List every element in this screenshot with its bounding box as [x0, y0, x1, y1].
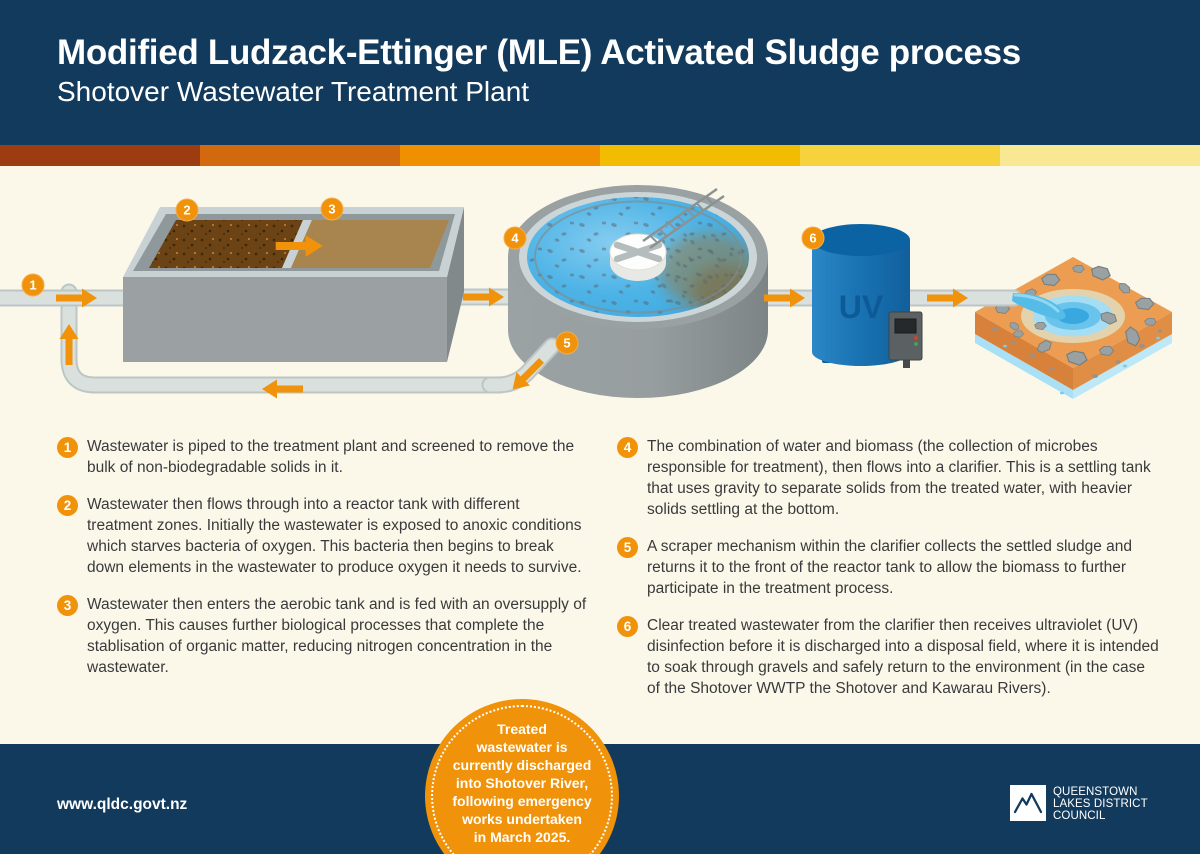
mountain-icon	[1010, 785, 1046, 821]
badge-line: in March 2025.	[473, 829, 571, 845]
clarifier	[508, 185, 773, 398]
scraper-mechanism	[610, 234, 666, 281]
badge-line: following emergency	[452, 793, 592, 809]
step-number-badge: 4	[617, 437, 638, 458]
page-title: Modified Ludzack-Ettinger (MLE) Activated Sludge process	[57, 33, 1021, 72]
infographic-body	[0, 166, 1200, 744]
marker-5	[556, 332, 578, 354]
svg-text:4: 4	[511, 230, 519, 246]
step-text: Wastewater then enters the aerobic tank and is fed with an oversupply of oxygen. This causes further biological processes that complete the stablisation of organic matter, reducing nitrogen concentration in the wastewater.	[87, 596, 587, 676]
step-item-4	[617, 436, 1162, 520]
svg-text:3: 3	[328, 201, 336, 217]
badge-line: into Shotover River,	[455, 775, 589, 791]
step-item-3	[57, 594, 597, 678]
marker-1	[22, 274, 44, 296]
step-text: The combination of water and biomass (the collection of microbes responsible for treatment), then flows into a clarifier. This is a settling tank that uses gravity to separate solids from the treated water, with heavier solids settling at the bottom.	[647, 438, 1151, 518]
step-number-badge: 5	[617, 537, 638, 558]
step-item-6	[617, 615, 1162, 699]
stripe-segment-4	[600, 145, 800, 166]
badge-line: currently discharged	[452, 757, 592, 773]
steps-column-right	[617, 436, 1162, 715]
step-text: Clear treated wastewater from the clarifier then receives ultraviolet (UV) disinfection before it is discharged into a disposal field, where it is intended to soak through gravels and safely return to the environment (in the case of the Shotover WWTP the Shotover and Kawarau Rivers).	[647, 617, 1159, 697]
marker-3	[321, 198, 343, 220]
svg-text:1: 1	[29, 277, 37, 293]
uv-label: UV	[838, 289, 884, 325]
color-stripe	[0, 145, 1200, 166]
step-text: Wastewater then flows through into a reactor tank with different treatment zones. Initially the wastewater is exposed to anoxic conditions which starves bacteria of oxygen. This bacteria then begins to break down elements in the wastewater to produce oxygen it needs to survive.	[87, 496, 582, 576]
marker-2	[176, 199, 198, 221]
stripe-segment-5	[800, 145, 1000, 166]
uv-disinfection-unit	[812, 224, 922, 368]
badge-line: wastewater is	[476, 739, 568, 755]
step-text: A scraper mechanism within the clarifier collects the settled sludge and returns it to the front of the reactor tank to allow the biomass to further participate in the treatment process.	[647, 538, 1133, 597]
svg-text:6: 6	[809, 230, 817, 246]
badge-line: works undertaken	[462, 811, 582, 827]
logo-text	[1053, 785, 1148, 822]
step-text: Wastewater is piped to the treatment plant and screened to remove the bulk of non-biodegradable solids in it.	[87, 438, 575, 476]
process-diagram	[0, 166, 1200, 430]
step-item-1	[57, 436, 597, 478]
step-item-2	[57, 494, 597, 578]
info-badge	[425, 699, 619, 854]
steps-column-left	[57, 436, 597, 694]
qldc-logo	[1010, 785, 1148, 822]
step-number-badge: 3	[57, 595, 78, 616]
page-subtitle: Shotover Wastewater Treatment Plant	[57, 76, 530, 107]
stripe-segment-3	[400, 145, 600, 166]
marker-4	[504, 227, 526, 249]
badge-line: Treated	[497, 721, 547, 737]
logo-line: LAKES DISTRICT	[1053, 797, 1148, 810]
info-badge-text	[425, 699, 619, 846]
svg-text:2: 2	[183, 202, 191, 218]
stripe-segment-2	[200, 145, 400, 166]
logo-line: QUEENSTOWN	[1053, 786, 1138, 798]
step-item-5	[617, 536, 1162, 599]
website-url: www.qldc.govt.nz	[57, 796, 188, 813]
logo-line: COUNCIL	[1053, 809, 1106, 822]
svg-text:5: 5	[563, 335, 571, 351]
reactor-tank	[123, 207, 464, 362]
stripe-segment-1	[0, 145, 200, 166]
step-number-badge: 6	[617, 616, 638, 637]
header	[0, 0, 1200, 145]
control-panel	[889, 312, 922, 368]
disposal-field	[975, 257, 1172, 399]
marker-6	[802, 227, 824, 249]
stripe-segment-6	[1000, 145, 1200, 166]
step-number-badge: 2	[57, 495, 78, 516]
step-number-badge: 1	[57, 437, 78, 458]
